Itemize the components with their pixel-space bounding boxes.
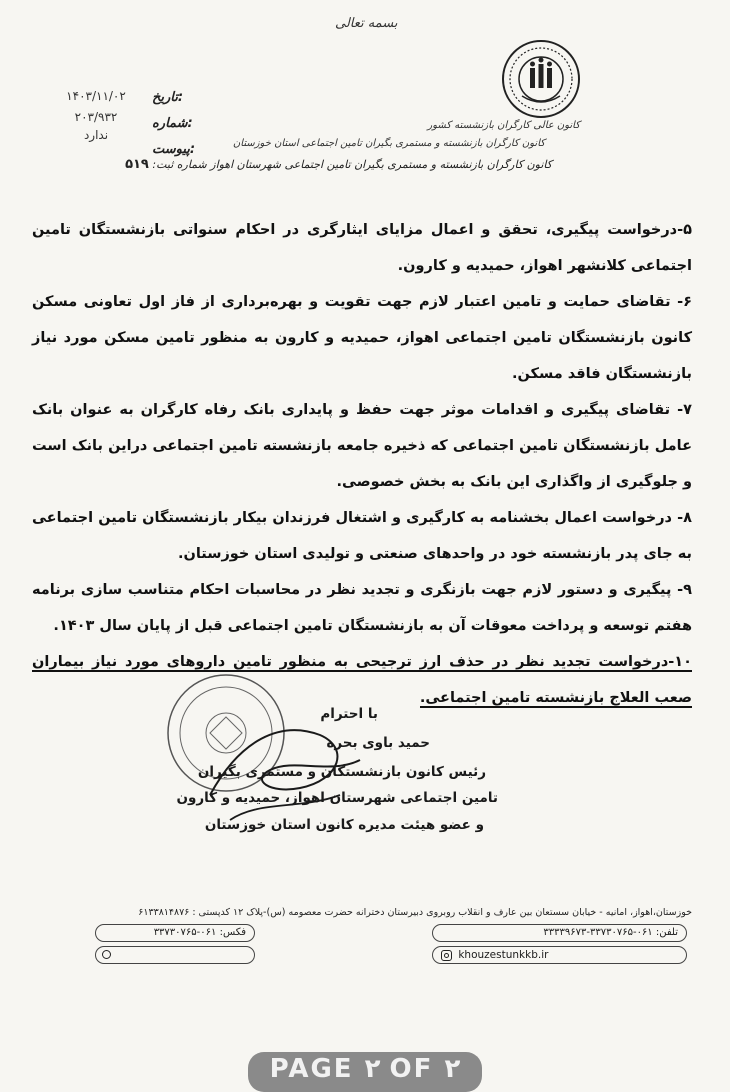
closing-regards: با احترام: [320, 706, 378, 722]
letter-body: [32, 212, 692, 716]
footer-empty-box: [95, 946, 255, 964]
org-line-3-text: کانون کارگران بازنشسته و مستمری بگیران تامین اجتماعی شهرستان اهواز شماره ثبت:: [152, 158, 552, 171]
page-indicator: PAGE ۲ OF ۲: [248, 1052, 482, 1092]
body-item-6: ۶- تقاضای حمایت و تامین اعتبار لازم جهت تقویت و بهره‌برداری از فاز اول تعاونی مسکن کانون بازنشستگان تامین اجتماعی اهواز، حمیدیه و کارون به منظور تامین مسکن مورد نیاز بازنشستگان فاقد مسکن.: [32, 294, 692, 382]
footer-address: خوزستان،اهواز، امانیه - خیابان سستعان بین عارف و انقلاب روبروی دبیرستان دخترانه حضرت معصومه (س)-پلاک ۱۲ کدپستی : ۶۱۳۳۸۱۴۸۷۶: [138, 907, 692, 918]
signatory-title-3: و عضو هیئت مدیره کانون استان خوزستان: [204, 817, 484, 833]
instagram-handle: khouzestunkkb.ir: [458, 949, 549, 961]
basmala: بسمه تعالی: [335, 16, 398, 31]
org-line-3: [125, 157, 552, 172]
instagram-icon: [441, 950, 452, 961]
signatory-title-2: تامین اجتماعی شهرستان اهواز، حمیدیه و کارون: [176, 790, 498, 806]
attachment-value: ندارد: [83, 128, 109, 142]
org-line-2: کانون کارگران بازنشسته و مستمری بگیران تامین اجتماعی استان خوزستان: [232, 138, 545, 149]
body-item-10-text: ۱۰-درخواست تجدید نظر در حذف ارز ترجیحی به منظور تامین داروهای مورد نیاز بیماران صعب العلاج بازنشسته تامین اجتماعی.: [32, 654, 692, 706]
number-value: ۲۰۳/۹۳۲: [74, 110, 118, 124]
org-line-1: کانون عالی کارگران بازنشسته کشور: [427, 120, 580, 131]
body-item-5: ۵-درخواست پیگیری، تحقق و اعمال مزایای ایثارگری در احکام سنواتی بازنشستگان تامین اجتماعی کلانشهر اهواز، حمیدیه و کارون.: [32, 222, 692, 274]
number-label: شماره:: [152, 116, 193, 131]
signatory-title-1: رئیس کانون بازنشستگان و مستمری بگیران: [197, 764, 486, 780]
date-value: ۱۴۰۳/۱۱/۰۲: [66, 89, 126, 103]
footer-instagram: [432, 946, 687, 964]
body-item-7: ۷- تقاضای پیگیری و اقدامات موثر جهت حفظ و پایداری بانک رفاه کارگران به عنوان بانک عامل بازنشستگان تامین اجتماعی که ذخیره جامعه بازنشسته تامین اجتماعی دراین بانک است و جلوگیری از واگذاری این بانک به بخش خصوصی.: [32, 402, 692, 490]
footer-phone: تلفن: ۰۶۱-۳۳۷۳۰۷۶۵-۳۳۳۳۹۶۷۳: [432, 924, 687, 942]
circle-icon: [102, 950, 111, 959]
body-item-8: ۸- درخواست اعمال بخشنامه به کارگیری و اشتغال فرزندان بیکار بازنشستگان تامین اجتماعی به جای پدر بازنشسته خود در واحدهای صنعتی و تولیدی استان خوزستان.: [32, 510, 692, 562]
signatory-name: حمید باوی بحره: [326, 735, 430, 751]
registration-number: ۵۱۹: [125, 157, 149, 172]
organization-logo: [500, 38, 582, 120]
date-label: تاریخ:: [152, 90, 184, 105]
footer-fax: فکس: ۰۶۱-۳۳۷۳۰۷۶۵: [95, 924, 255, 942]
body-item-9: ۹- پیگیری و دستور لازم جهت بازنگری و تجدید نظر در محاسبات احکام متناسب سازی برنامه هفتم توسعه و پرداخت معوقات آن به بازنشستگان تامین اجتماعی قبل از پایان سال ۱۴۰۳.: [32, 582, 692, 634]
attachment-label: پیوست:: [152, 142, 196, 157]
